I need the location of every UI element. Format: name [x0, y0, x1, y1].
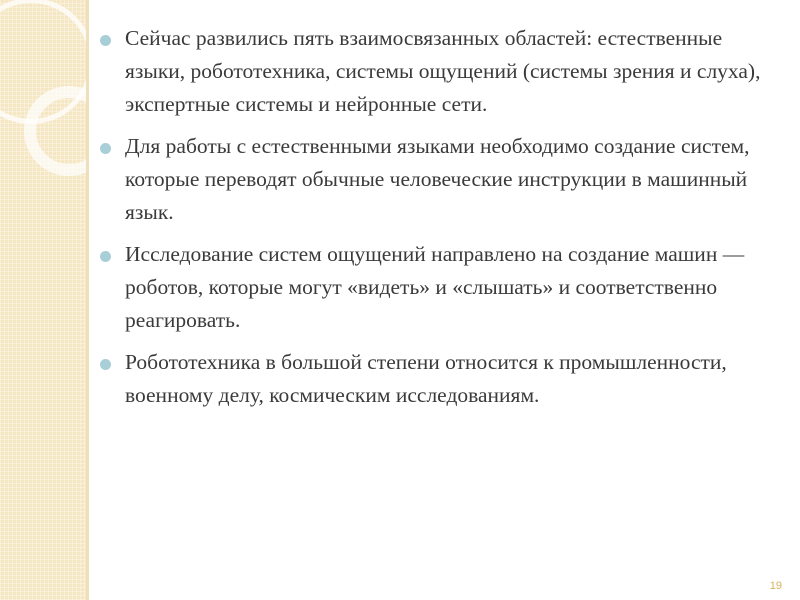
- bullet-item: [100, 238, 770, 337]
- panel-divider: [86, 0, 89, 600]
- bullet-dot-icon: [100, 143, 111, 154]
- bullet-dot-icon: [100, 251, 111, 262]
- slide-content: [100, 22, 770, 421]
- bullet-text: Робототехника в большой степени относится к промышленности, военному делу, космическим исследованиям.: [125, 350, 727, 407]
- page-number: 19: [769, 580, 782, 592]
- bullet-dot-icon: [100, 35, 111, 46]
- bullet-item: [100, 22, 770, 121]
- bullet-text: Сейчас развились пять взаимосвязанных областей: естественные языки, робототехника, системы ощущений (системы зрения и слуха), экспертные системы и нейронные сети.: [125, 26, 761, 116]
- bullet-item: [100, 130, 770, 229]
- bullet-text: Исследование систем ощущений направлено на создание машин — роботов, которые могут «видеть» и «слышать» и соответственно реагировать.: [125, 242, 745, 332]
- bullet-text: Для работы с естественными языками необходимо создание систем, которые переводят обычные человеческие инструкции в машинный язык.: [125, 134, 750, 224]
- bullet-dot-icon: [100, 359, 111, 370]
- bullet-list: [100, 22, 770, 412]
- bullet-item: [100, 346, 770, 412]
- decorative-side-panel: [0, 0, 86, 600]
